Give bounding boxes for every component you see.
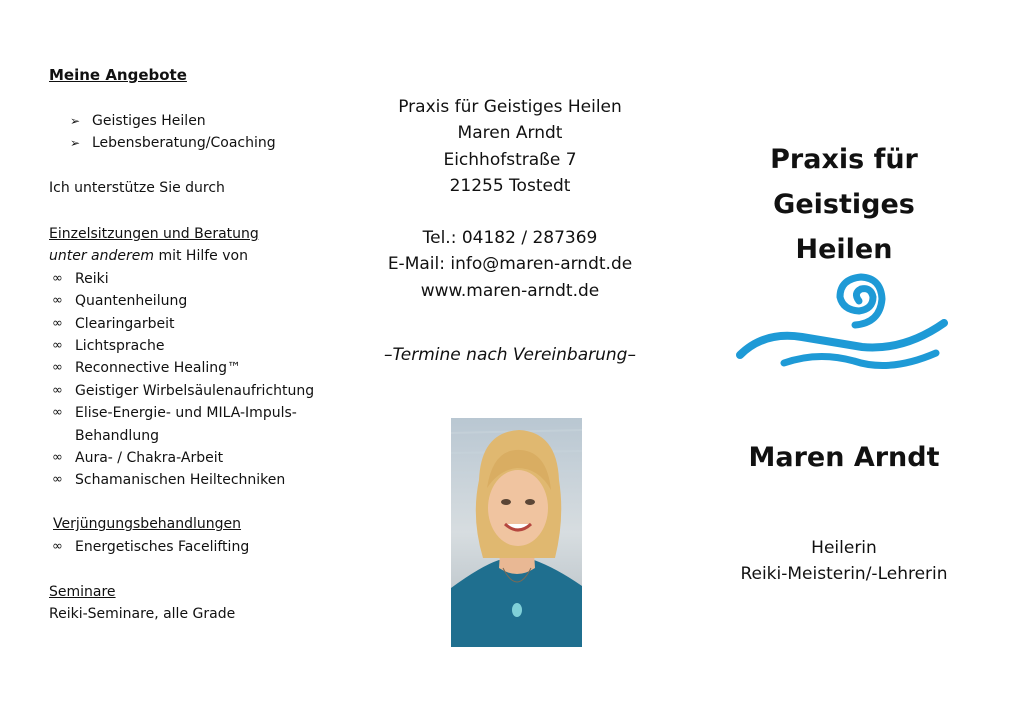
cover-name: Maren Arndt <box>748 442 940 473</box>
list-item: ➢ Lebensberatung/Coaching <box>70 132 349 154</box>
website-link[interactable]: www.maren-arndt.de <box>420 280 600 301</box>
section-title-sessions: Einzelsitzungen und Beratung <box>49 226 259 242</box>
role-reiki: Reiki-Meisterin/-Lehrerin <box>740 564 948 585</box>
list-item: ∞ Elise-Energie- und MILA-Impuls-Behandlung <box>49 402 315 447</box>
appointment-note: –Termine nach Vereinbarung– <box>384 345 636 365</box>
spiral-wave-logo <box>722 265 962 400</box>
infinity-icon: ∞ <box>52 270 63 286</box>
role-healer: Heilerin <box>811 538 877 558</box>
list-item: ∞ Quantenheilung <box>49 290 349 312</box>
rejuvenation-list <box>49 536 349 558</box>
list-item: ∞ Aura- / Chakra-Arbeit <box>49 447 349 469</box>
email-address[interactable]: E-Mail: info@maren-arndt.de <box>387 254 633 275</box>
infinity-icon: ∞ <box>52 472 63 488</box>
city-address: 21255 Tostedt <box>449 176 571 197</box>
infinity-icon: ∞ <box>52 293 63 309</box>
phone-number: Tel.: 04182 / 287369 <box>422 228 598 248</box>
list-item: ∞ Reiki <box>49 268 349 290</box>
infinity-icon: ∞ <box>52 539 63 554</box>
list-item: ∞ Schamanischen Heiltechniken <box>49 469 349 491</box>
infinity-icon: ∞ <box>52 360 63 376</box>
portrait-photo <box>451 418 582 647</box>
methods-list <box>49 268 349 492</box>
list-item: ➢ Geistiges Heilen <box>70 110 349 132</box>
infinity-icon: ∞ <box>52 450 63 466</box>
cover-title-line1: Praxis für <box>770 144 918 175</box>
practice-name: Praxis für Geistiges Heilen <box>398 97 622 117</box>
street-address: Eichhofstraße 7 <box>443 149 577 170</box>
intro-text: Ich unterstütze Sie durch <box>49 180 225 196</box>
section-title-rejuvenation: Verjüngungsbehandlungen <box>53 516 242 532</box>
owner-name: Maren Arndt <box>457 123 563 144</box>
infinity-icon: ∞ <box>52 405 63 421</box>
seminars-text: Reiki-Seminare, alle Grade <box>49 606 236 623</box>
offers-list <box>49 110 349 155</box>
section-title-seminars: Seminare <box>49 584 116 600</box>
infinity-icon: ∞ <box>52 382 63 398</box>
cover-title-line2: Geistiges Heilen <box>773 189 915 265</box>
offers-heading: Meine Angebote <box>49 66 187 84</box>
list-item: ∞ Geistiger Wirbelsäulenaufrichtung <box>49 380 349 402</box>
section-subtitle: unter anderem mit Hilfe von <box>49 248 248 265</box>
infinity-icon: ∞ <box>52 338 63 354</box>
list-item: ∞ Clearingarbeit <box>49 313 349 335</box>
list-item: ∞ Reconnective Healing™ <box>49 357 349 379</box>
list-item: ∞ Lichtsprache <box>49 335 349 357</box>
infinity-icon: ∞ <box>52 315 63 331</box>
list-item: ∞ Energetisches Facelifting <box>49 536 349 558</box>
